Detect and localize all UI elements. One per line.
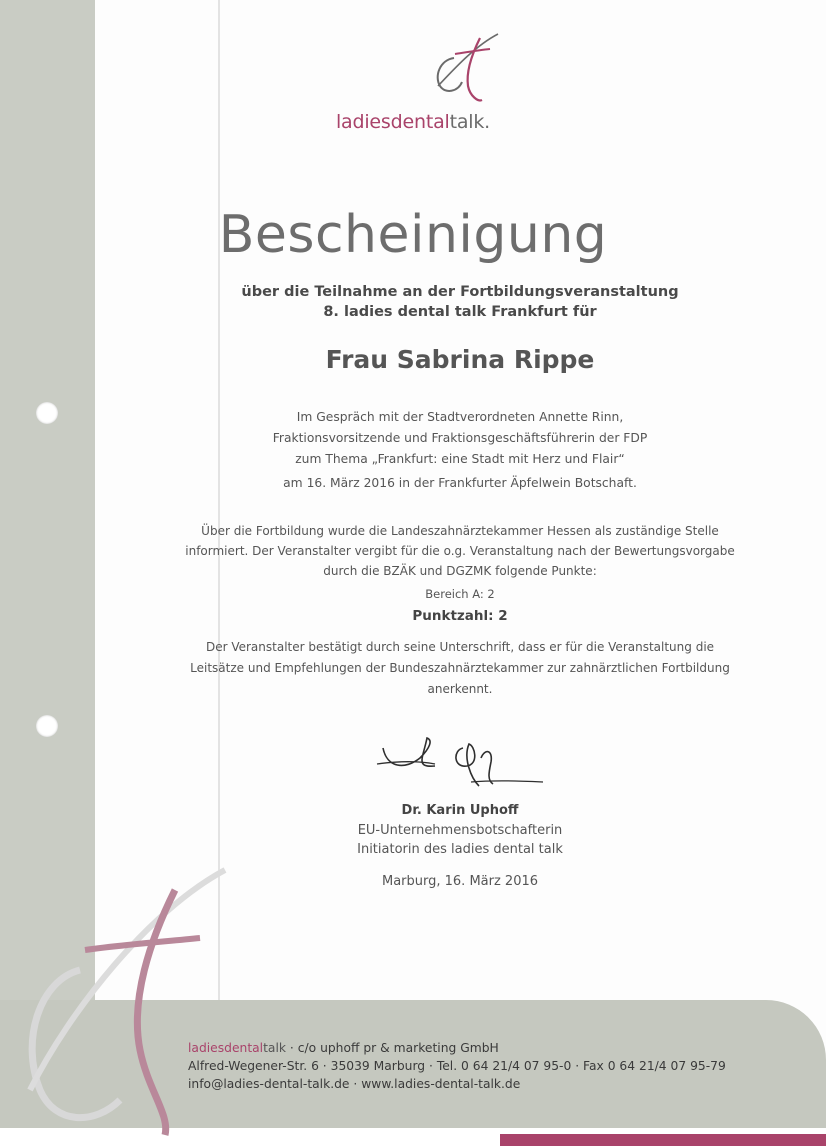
subtitle-line-1: über die Teilnahme an der Fortbildungsveranstaltung xyxy=(241,284,679,300)
footer-line-3: info@ladies-dental-talk.de · www.ladies-dental-talk.de xyxy=(188,1077,521,1091)
notice-paragraph xyxy=(170,521,750,581)
bereich-points: Bereich A: 2 xyxy=(425,587,495,601)
event-line: Im Gespräch mit der Stadtverordneten Annette Rinn, xyxy=(296,410,624,424)
signer-name: Dr. Karin Uphoff xyxy=(401,803,519,818)
dt-monogram-watermark-icon xyxy=(10,850,240,1140)
confirmation-line: Leitsätze und Empfehlungen der Bundeszahnärztekammer zur zahnärztlichen Fortbildung xyxy=(190,661,730,675)
punch-hole-icon xyxy=(36,402,58,424)
brand-part-dental: dental xyxy=(390,111,450,133)
punch-hole-icon xyxy=(36,715,58,737)
total-points: Punktzahl: 2 xyxy=(412,608,508,624)
confirmation-line: anerkennt. xyxy=(427,682,493,696)
subtitle-line-2: 8. ladies dental talk Frankfurt für xyxy=(323,304,597,320)
event-line: zum Thema „Frankfurt: eine Stadt mit Herz und Flair“ xyxy=(295,452,625,466)
confirmation-line: Der Veranstalter bestätigt durch seine Unterschrift, dass er für die Veranstaltung die xyxy=(205,640,715,654)
notice-line: durch die BZÄK und DGZMK folgende Punkte: xyxy=(323,564,597,578)
notice-line: informiert. Der Veranstalter vergibt für die o.g. Veranstaltung nach der Bewertungsvorgabe xyxy=(185,544,735,558)
event-description xyxy=(200,407,720,470)
footer-company: · c/o uphoff pr & marketing GmbH xyxy=(286,1041,499,1055)
confirmation-paragraph xyxy=(170,637,750,700)
signer-role-1: EU-Unternehmensbotschafterin xyxy=(357,823,563,838)
recipient-name: Frau Sabrina Rippe xyxy=(325,345,595,374)
brand-part-talk: talk xyxy=(449,111,485,133)
signer-role-2: Initiatorin des ladies dental talk xyxy=(357,842,563,857)
handwritten-signature-icon xyxy=(375,728,545,798)
brand-part-ladies: ladies xyxy=(335,111,391,133)
footer-brand-ladies: ladies xyxy=(188,1041,225,1055)
notice-line: Über die Fortbildung wurde die Landeszahnärztekammer Hessen als zuständige Stelle xyxy=(201,524,719,538)
footer-brand-dental: dental xyxy=(224,1041,264,1055)
footer-accent-stripe xyxy=(500,1134,826,1146)
footer-contact xyxy=(188,1039,808,1093)
event-date-line: am 16. März 2016 in der Frankfurter Äpfelwein Botschaft. xyxy=(283,476,637,490)
document-title: Bescheinigung xyxy=(218,205,608,265)
brand-period: . xyxy=(484,111,491,133)
event-line: Fraktionsvorsitzende und Fraktionsgeschäftsführerin der FDP xyxy=(272,431,648,445)
footer-line-1 xyxy=(188,1039,808,1057)
dt-monogram-icon xyxy=(420,28,510,108)
footer-line-2: Alfred-Wegener-Str. 6 · 35039 Marburg · Tel. 0 64 21/4 07 95-0 · Fax 0 64 21/4 07 95-79 xyxy=(188,1059,726,1073)
footer-brand-talk: talk xyxy=(263,1041,287,1055)
place-date: Marburg, 16. März 2016 xyxy=(381,874,539,889)
brand-wordmark xyxy=(0,111,826,133)
